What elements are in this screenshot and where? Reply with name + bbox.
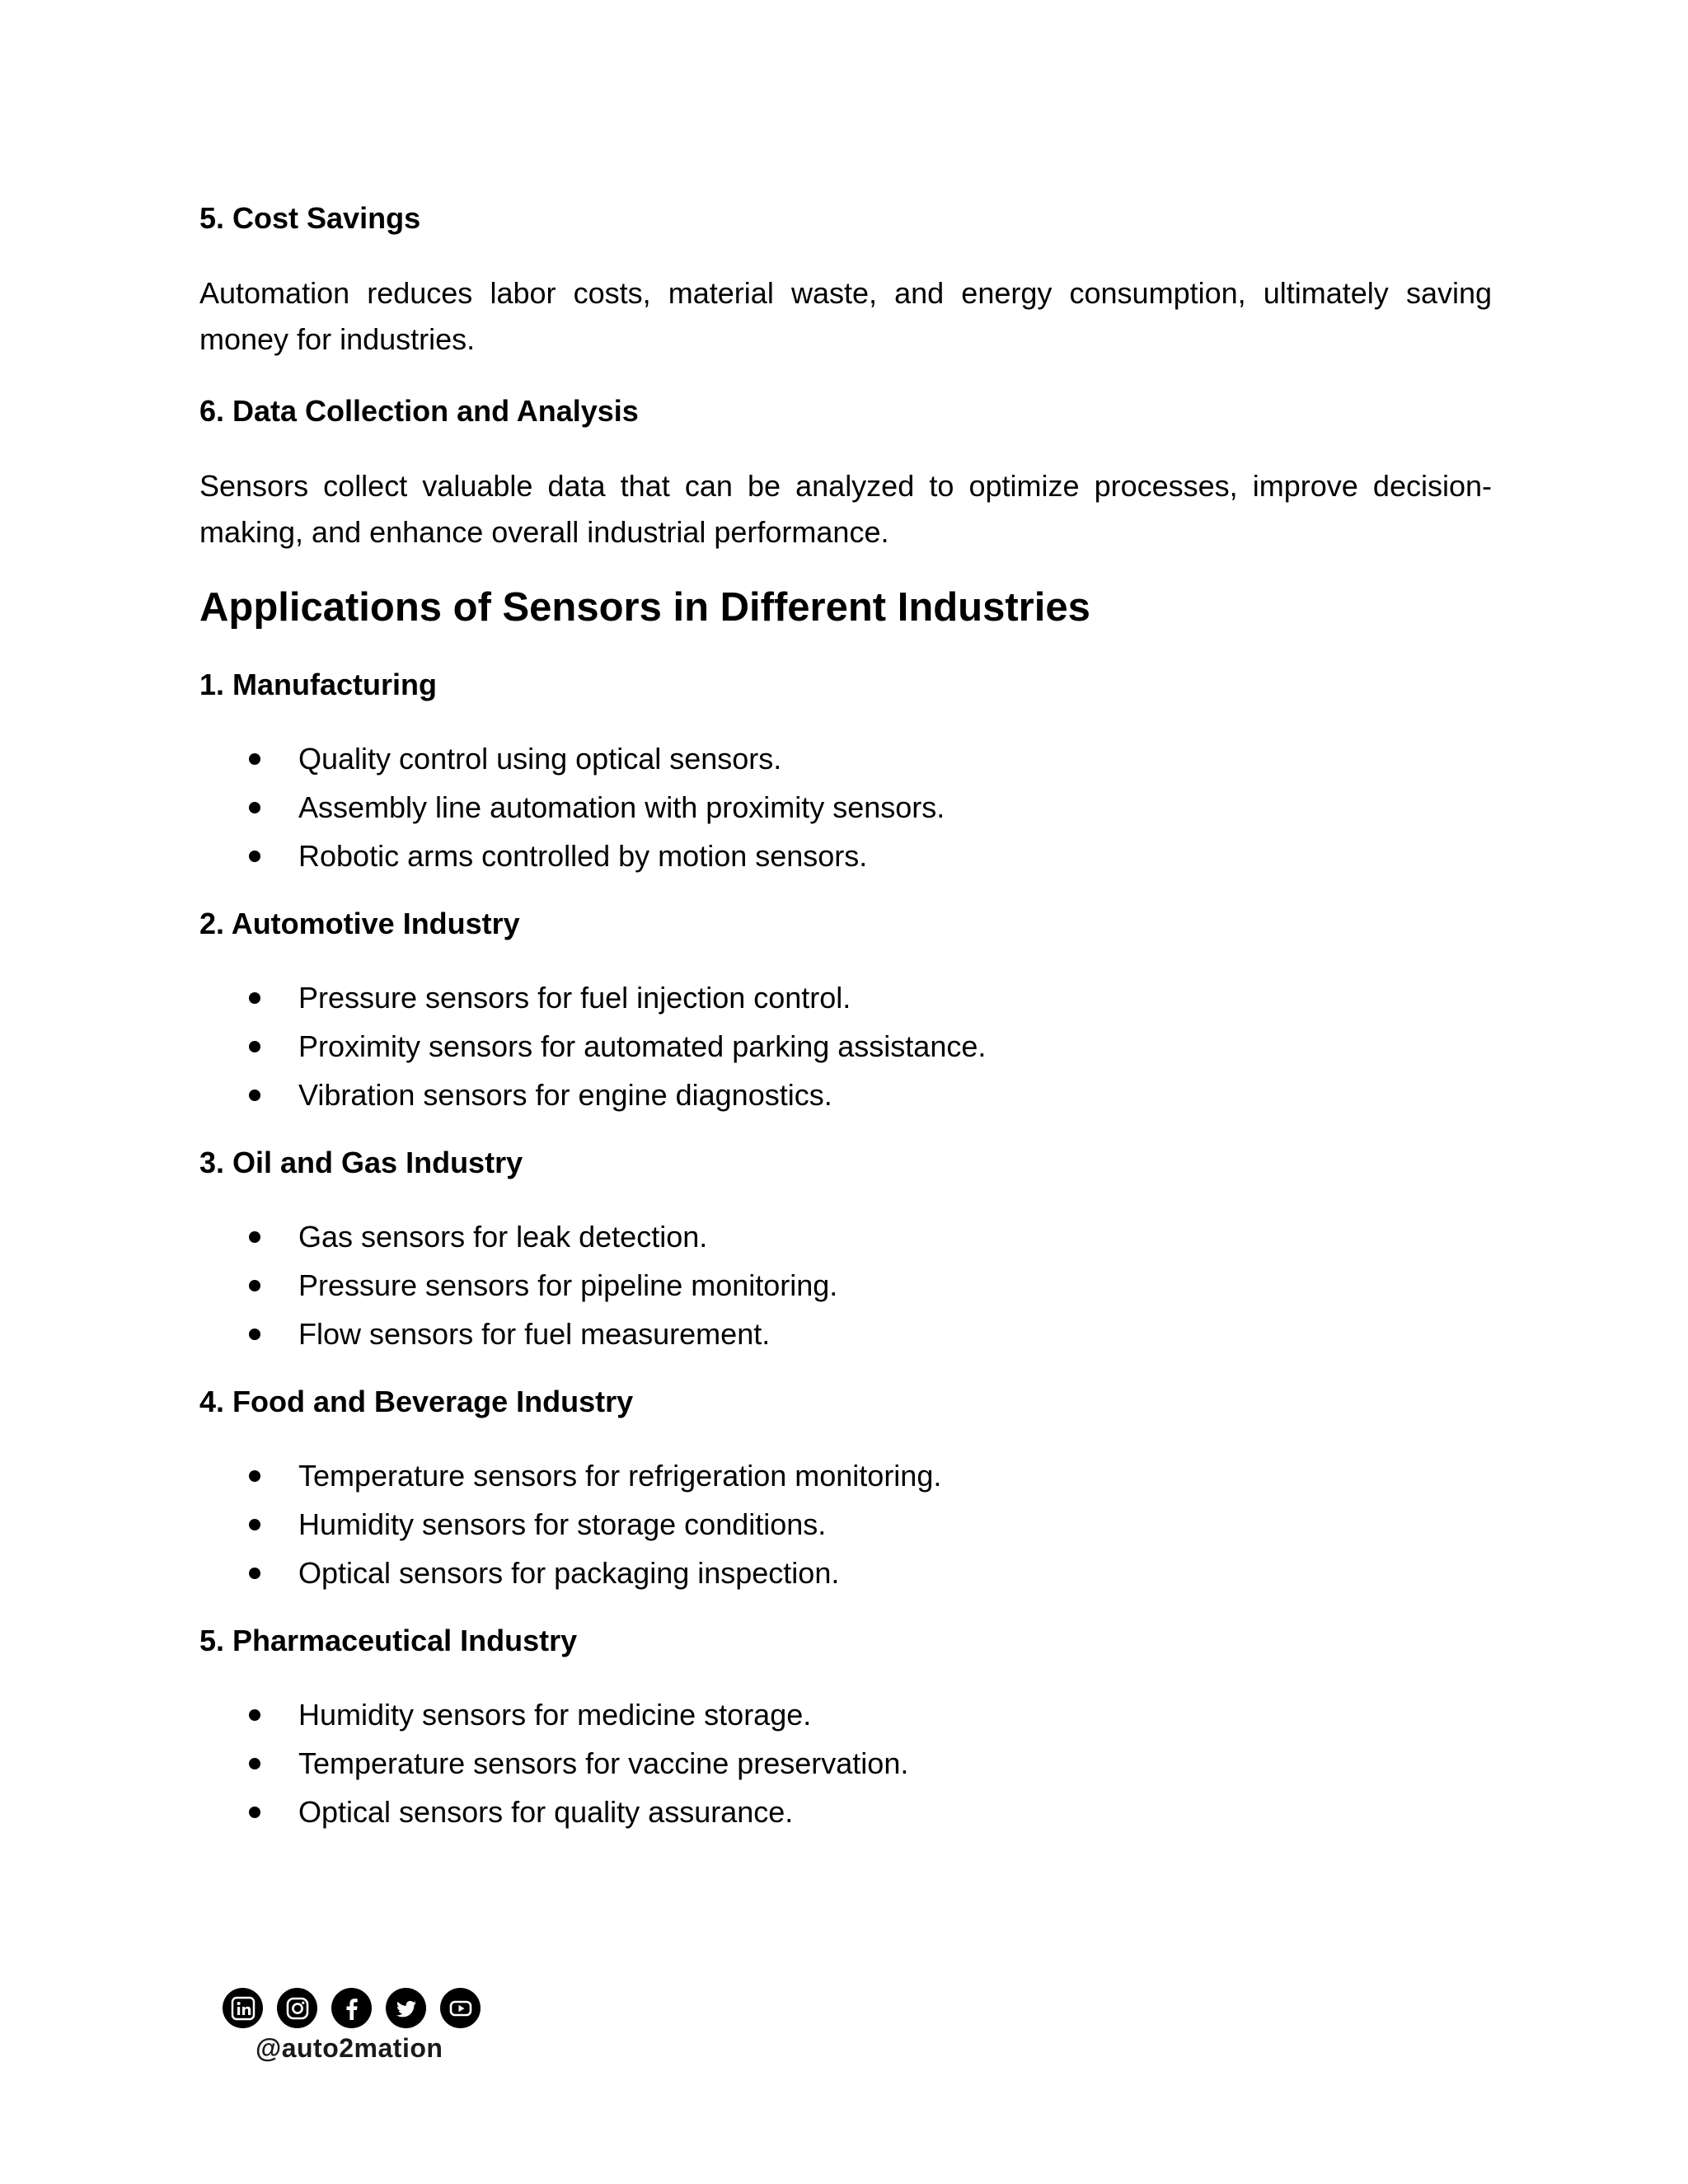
bullet-icon (249, 992, 260, 1004)
linkedin-icon[interactable] (223, 1988, 263, 2028)
industry-heading-food-beverage: 4. Food and Beverage Industry (199, 1385, 634, 1418)
bullet-icon (249, 802, 260, 813)
list-item (199, 973, 1492, 1022)
bullet-list-food-beverage (199, 1451, 1492, 1597)
bullet-icon (249, 1280, 260, 1291)
list-item (199, 1071, 1492, 1119)
paragraph-cost-savings: Automation reduces labor costs, material waste, and energy consumption, ultimately saving money for industries. (199, 276, 1492, 356)
industry-heading-automotive: 2. Automotive Industry (199, 907, 520, 940)
list-item (199, 734, 1492, 783)
industry-heading-oil-gas: 3. Oil and Gas Industry (199, 1146, 523, 1179)
bullet-icon (249, 1041, 260, 1052)
list-item (199, 1261, 1492, 1310)
youtube-icon[interactable] (440, 1988, 481, 2028)
list-item-text: Robotic arms controlled by motion sensors. (298, 839, 868, 873)
list-item-text: Humidity sensors for medicine storage. (298, 1698, 812, 1732)
bullet-icon (249, 1231, 260, 1243)
bullet-icon (249, 1470, 260, 1482)
bullet-icon (249, 1090, 260, 1101)
list-item-text: Gas sensors for leak detection. (298, 1220, 708, 1254)
document-page (199, 198, 1492, 1836)
social-handle[interactable]: @auto2mation (256, 2033, 443, 2063)
bullet-icon (249, 851, 260, 862)
list-item (199, 1022, 1492, 1071)
section-heading-data-collection: 6. Data Collection and Analysis (199, 394, 639, 428)
twitter-icon[interactable] (386, 1988, 426, 2028)
list-item-text: Quality control using optical sensors. (298, 742, 782, 776)
list-item-text: Humidity sensors for storage conditions. (298, 1507, 827, 1541)
paragraph-data-collection: Sensors collect valuable data that can be analyzed to optimize processes, improve decision-making, and enhance overall industrial performance. (199, 469, 1492, 549)
list-item (199, 1451, 1492, 1500)
industry-heading-pharmaceutical: 5. Pharmaceutical Industry (199, 1624, 578, 1657)
social-icons (223, 1988, 486, 2028)
bullet-list-pharmaceutical (199, 1690, 1492, 1836)
list-item (199, 1788, 1492, 1836)
bullet-icon (249, 1568, 260, 1579)
list-item (199, 1690, 1492, 1739)
section-heading-cost-savings: 5. Cost Savings (199, 201, 421, 235)
list-item (199, 1739, 1492, 1788)
list-item-text: Pressure sensors for fuel injection control. (298, 981, 851, 1015)
list-item (199, 1310, 1492, 1358)
bullet-icon (249, 1709, 260, 1721)
list-item-text: Vibration sensors for engine diagnostics. (298, 1078, 832, 1112)
list-item-text: Temperature sensors for refrigeration monitoring. (298, 1459, 942, 1493)
list-item-text: Flow sensors for fuel measurement. (298, 1317, 771, 1351)
list-item (199, 1500, 1492, 1549)
bullet-icon (249, 753, 260, 765)
list-item (199, 1549, 1492, 1597)
bullet-list-automotive (199, 973, 1492, 1119)
social-footer (223, 1988, 486, 2064)
bullet-list-oil-gas (199, 1212, 1492, 1358)
bullet-icon (249, 1329, 260, 1340)
facebook-icon[interactable] (331, 1988, 372, 2028)
bullet-icon (249, 1758, 260, 1769)
instagram-icon[interactable] (277, 1988, 317, 2028)
list-item (199, 1212, 1492, 1261)
bullet-icon (249, 1807, 260, 1818)
bullet-list-manufacturing (199, 734, 1492, 880)
list-item-text: Pressure sensors for pipeline monitoring. (298, 1268, 838, 1302)
industry-heading-manufacturing: 1. Manufacturing (199, 668, 438, 701)
bullet-icon (249, 1519, 260, 1530)
applications-heading: Applications of Sensors in Different Industries (199, 585, 1090, 630)
list-item-text: Optical sensors for quality assurance. (298, 1795, 794, 1829)
list-item-text: Temperature sensors for vaccine preservation. (298, 1746, 909, 1780)
list-item-text: Assembly line automation with proximity sensors. (298, 790, 945, 824)
list-item-text: Optical sensors for packaging inspection. (298, 1556, 840, 1590)
list-item (199, 783, 1492, 832)
list-item-text: Proximity sensors for automated parking assistance. (298, 1029, 987, 1063)
list-item (199, 832, 1492, 880)
